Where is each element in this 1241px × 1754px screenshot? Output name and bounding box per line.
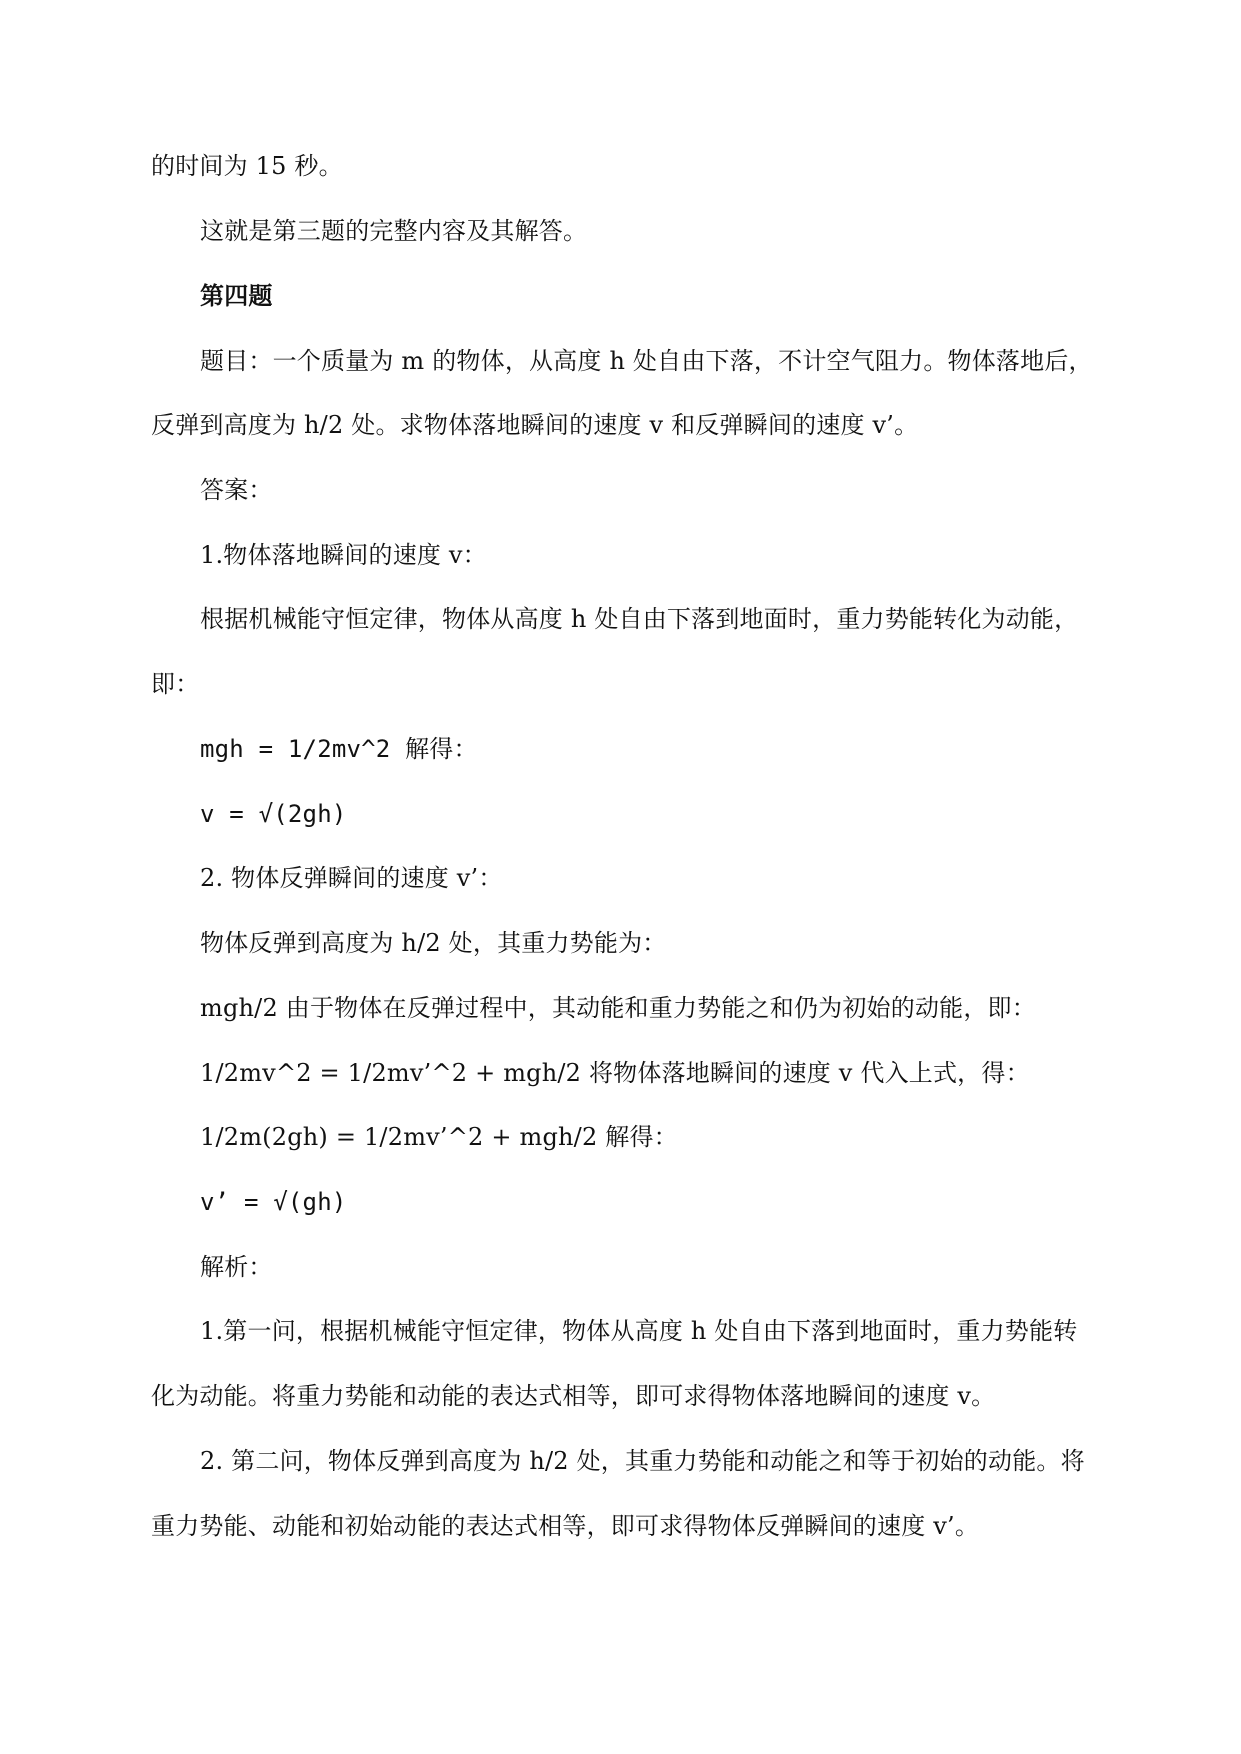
answer-item-2-text-1: 物体反弹到高度为 h/2 处，其重力势能为： (200, 929, 667, 957)
text-line-1: 的时间为 15 秒。 (151, 152, 343, 180)
answer-label: 答案： (200, 476, 273, 504)
analysis-item-2-line-1: 2. 第二问，物体反弹到高度为 h/2 处，其重力势能和动能之和等于初始的动能。将 (200, 1447, 1085, 1475)
section-heading: 第四题 (200, 282, 273, 310)
analysis-item-1-line-1: 1.第一问，根据机械能守恒定律，物体从高度 h 处自由下落到地面时，重力势能转 (200, 1317, 1078, 1345)
equation-line-5: 1/2m(2gh) = 1/2mv’^2 + mgh/2 解得： (200, 1123, 678, 1151)
answer-item-1-title: 1.物体落地瞬间的速度 v： (200, 541, 487, 569)
answer-item-1-text-1: 根据机械能守恒定律，物体从高度 h 处自由下落到地面时，重力势能转化为动能， (200, 605, 1079, 633)
question-line-1: 题目：一个质量为 m 的物体，从高度 h 处自由下落，不计空气阻力。物体落地后， (200, 347, 1093, 375)
equation-line-1: mgh = 1/2mv^2 解得： (200, 735, 478, 763)
answer-item-2-title: 2. 物体反弹瞬间的速度 v’： (200, 864, 503, 892)
answer-item-1-text-2: 即： (151, 670, 200, 698)
question-line-2: 反弹到高度为 h/2 处。求物体落地瞬间的速度 v 和反弹瞬间的速度 v’。 (151, 411, 919, 439)
analysis-item-1-line-2: 化为动能。将重力势能和动能的表达式相等，即可求得物体落地瞬间的速度 v。 (151, 1382, 996, 1410)
analysis-label: 解析： (200, 1253, 273, 1281)
equation-line-3: mgh/2 由于物体在反弹过程中，其动能和重力势能之和仍为初始的动能，即： (200, 994, 1036, 1022)
equation-line-4: 1/2mv^2 = 1/2mv’^2 + mgh/2 将物体落地瞬间的速度 v 代入上式，得： (200, 1059, 1030, 1087)
equation-line-6: v’ = √(gh) (200, 1188, 347, 1216)
text-line-2: 这就是第三题的完整内容及其解答。 (200, 217, 588, 245)
equation-line-2: v = √(2gh) (200, 800, 347, 828)
analysis-item-2-line-2: 重力势能、动能和初始动能的表达式相等，即可求得物体反弹瞬间的速度 v’。 (151, 1512, 980, 1540)
